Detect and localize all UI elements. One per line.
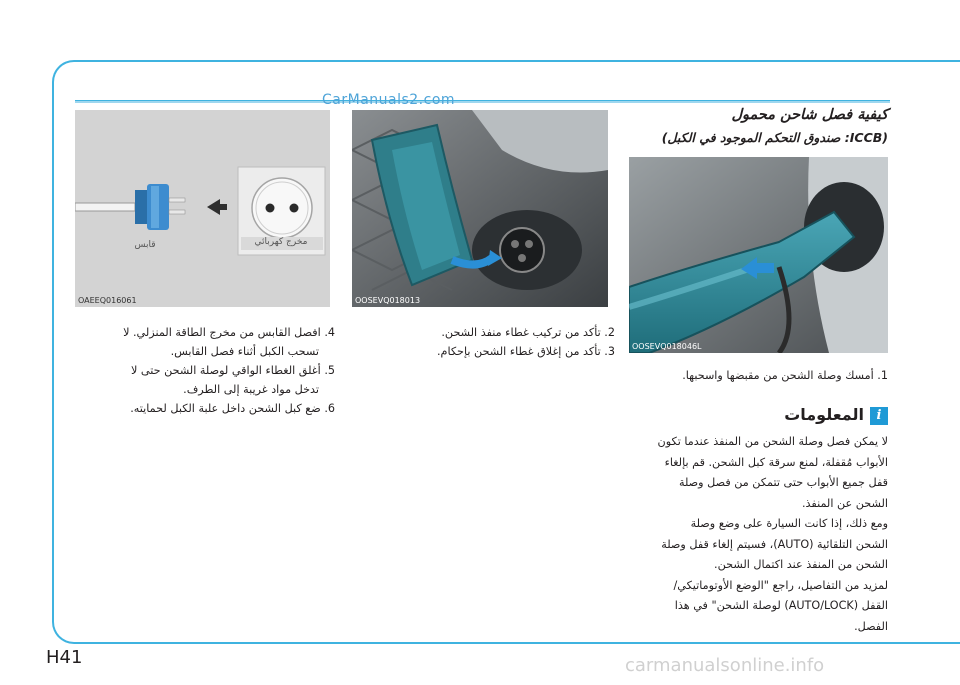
figure-charging-connector [629,157,888,353]
info-title: المعلومات [784,405,864,424]
page-number: H41 [46,647,83,668]
figure-code: OOSEVQ018013 [355,296,421,305]
info-body [628,432,888,637]
step-5-line-2: تدخل مواد غريبة إلى الطرف. [183,383,319,396]
charging-port-illustration [352,110,608,307]
watermark-top[interactable]: CarManuals2.com [322,92,456,108]
steps-left [123,323,335,418]
charging-connector-illustration [629,157,888,353]
step-6-line-1: 6. ضع كبل الشحن داخل علبة الكبل لحمايته. [130,402,335,415]
watermark-bottom[interactable]: carmanualsonline.info [625,655,825,676]
info-line: الفصل. [854,619,888,633]
info-line: لمزيد من التفاصيل، راجع "الوضع الأوتوماتيكي/ [673,578,888,592]
step-1: 1. أمسك وصلة الشحن من مقبضها واسحبها. [682,369,888,382]
info-line: ومع ذلك، إذا كانت السيارة على وضع وصلة [690,517,888,530]
info-line: لا يمكن فصل وصلة الشحن من المنفذ عندما تكون [657,435,888,448]
step-4-line-2: تسحب الكبل أثناء فصل القابس. [170,345,319,358]
info-line: القفل (AUTO/LOCK) لوصلة الشحن" في هذا [674,599,888,612]
info-line: الأبواب مُقفلة، لمنع سرقة كبل الشحن. قم بإلغاء [664,455,888,469]
info-line: الشحن التلقائية (AUTO)، فسيتم إلغاء قفل وصلة [661,537,888,551]
step-4-line-1: 4. افصل القابس من مخرج الطاقة المنزلي. لا [123,326,335,339]
plug-outlet-illustration [75,110,330,307]
steps-mid [395,323,615,361]
figure-code: OOSEVQ018046L [632,342,702,351]
info-line: قفل جميع الأبواب حتى تتمكن من فصل وصلة [678,476,888,489]
top-rule-accent [75,100,890,101]
figure-charging-port-cover [352,110,608,307]
info-line: الشحن من المنفذ عند اكتمال الشحن. [714,558,888,571]
info-icon: i [870,407,888,425]
section-title: كيفية فصل شاحن محمول [731,107,888,123]
step-2: 2. تأكد من تركيب غطاء منفذ الشحن. [441,326,615,339]
label-outlet: مخرج كهربائي [254,237,308,247]
figure-plug-outlet [75,110,330,307]
info-line: الشحن عن المنفذ. [802,496,888,510]
top-rule [75,101,890,103]
step-3: 3. تأكد من إغلاق غطاء الشحن بإحكام. [436,345,615,358]
label-plug: قابس [134,240,156,250]
info-heading [780,405,888,427]
figure-code: OAEEQ016061 [78,296,137,305]
step-5-line-1: 5. أغلق الغطاء الواقي لوصلة الشحن حتى لا [130,364,335,377]
section-subtitle: (ICCB: صندوق التحكم الموجود في الكبل) [661,130,888,145]
